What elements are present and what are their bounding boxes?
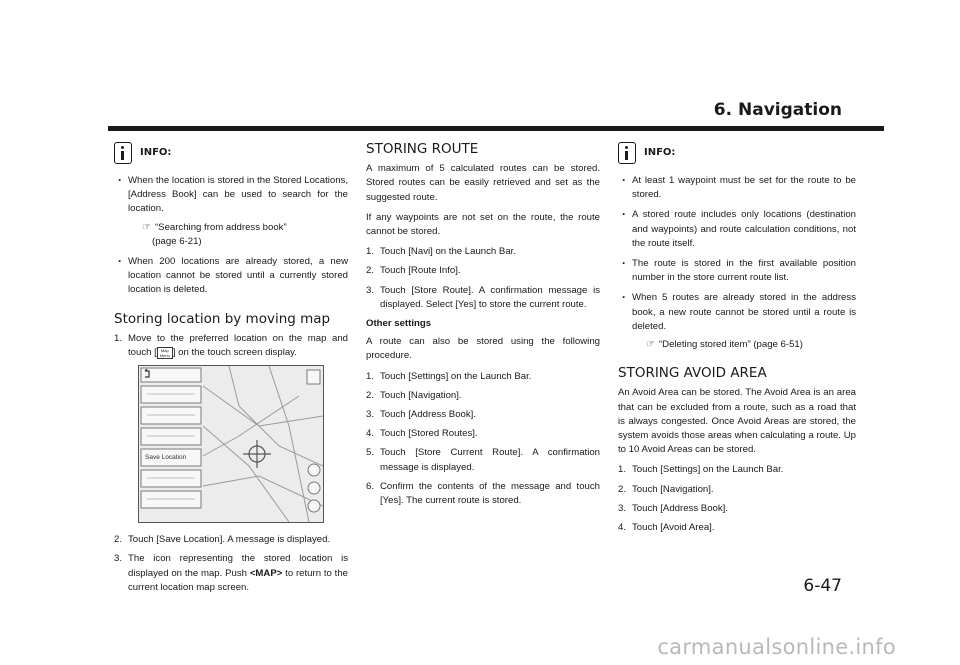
map-menu-key: [157, 347, 173, 359]
section-heading: STORING ROUTE: [366, 141, 479, 157]
info-icon: [114, 142, 132, 164]
step-text: Touch [Store Current Route]. A confirmation message is displayed.: [380, 447, 600, 473]
section-title: 6. Navigation: [713, 100, 842, 120]
step-5: [366, 446, 600, 474]
info-block-1: [114, 142, 348, 164]
header-rule: [108, 126, 884, 131]
step-number: 2.: [618, 483, 627, 495]
map-menu-key-top: Map: [160, 347, 169, 353]
step-text: Touch [Store Route]. A confirmation message is displayed. Select [Yes] to store the current route.: [380, 284, 600, 310]
step-text: Touch [Settings] on the Launch Bar.: [632, 464, 784, 476]
step-1: [114, 332, 348, 360]
column-2: [366, 142, 600, 513]
step-2: [114, 533, 348, 547]
step-1: [366, 245, 600, 259]
subheading: Other settings: [366, 318, 432, 330]
step-text: Confirm the contents of the message and touch [Yes]. The current route is stored.: [380, 480, 600, 507]
map-key: <MAP>: [249, 567, 283, 579]
step-text-b: to return to the current location map screen.: [128, 567, 348, 593]
step-number: 6.: [366, 480, 375, 492]
step-text: Touch [Address Book].: [632, 502, 728, 514]
step-text-a: Move to the preferred location on the map and touch [: [128, 332, 348, 359]
map-screen-graphic: [139, 366, 323, 522]
step-4: [618, 521, 856, 535]
subsection-heading: Storing location by moving map: [114, 310, 331, 327]
info-bullet-4: . When 5 routes are already stored in the address book, a new route cannot be stored until a route is deleted.: [618, 291, 856, 334]
step-text: Touch [Address Book].: [380, 409, 476, 421]
info-icon: [618, 142, 636, 164]
step-text: Touch [Avoid Area].: [632, 522, 715, 534]
step-number: 1.: [114, 332, 123, 344]
cross-reference-text: “Deleting stored item” (page 6-51): [658, 339, 803, 351]
step-1: [366, 370, 600, 384]
info-label: INFO:: [644, 146, 676, 158]
info-bullet-1: . At least 1 waypoint must be set for the route to be stored.: [618, 174, 856, 202]
paragraph: An Avoid Area can be stored. The Avoid Area is an area that can be excluded from a route, such as a road that is always congested. Once Avoid Areas are stored, the system avoids those areas when calculating a route. Up to 10 Avoid Areas can be stored.: [618, 387, 856, 456]
step-3: [618, 502, 856, 516]
paragraph: A route can also be stored using the following procedure.: [366, 336, 600, 362]
step-number: 3.: [366, 284, 375, 296]
step-number: 1.: [618, 464, 627, 476]
step-text: Touch [Navi] on the Launch Bar.: [380, 246, 516, 258]
step-3: [366, 408, 600, 422]
info-block-2: [618, 142, 856, 164]
step-text: Touch [Route Info].: [380, 265, 461, 277]
cross-reference-page: (page 6-21): [152, 235, 202, 247]
step-number: 3.: [114, 553, 123, 565]
paragraph: If any waypoints are not set on the route, the route cannot be stored.: [366, 211, 600, 238]
step-2: [366, 389, 600, 403]
info-bullet-2: . A stored route includes only locations (destination and waypoints) and route calculation conditions, not the route itself.: [618, 208, 856, 251]
step-text-b: ] on the touch screen display.: [172, 347, 297, 359]
paragraph: A maximum of 5 calculated routes can be stored. Stored routes can be easily retrieved and set as the suggested route.: [366, 163, 600, 203]
step-3: [366, 284, 600, 312]
cross-reference-text: “Searching from address book”: [154, 221, 287, 233]
page-number: 6-47: [803, 576, 842, 596]
step-text: Touch [Navigation].: [632, 483, 714, 495]
section-heading: STORING AVOID AREA: [618, 365, 767, 382]
step-3: [114, 552, 348, 595]
info-label: INFO:: [140, 146, 172, 158]
step-number: 2.: [114, 534, 123, 546]
column-3: [618, 142, 856, 540]
step-text: Touch [Save Location]. A message is displayed.: [128, 534, 331, 546]
step-text-a: The icon representing the stored location is displayed on the map. Push: [128, 553, 348, 579]
step-number: 1.: [366, 246, 375, 258]
watermark: carmanualsonline.info: [657, 635, 896, 659]
cross-reference[interactable]: [114, 221, 348, 235]
step-number: 5.: [366, 447, 375, 459]
step-2: [366, 264, 600, 278]
step-number: 3.: [366, 409, 375, 421]
cross-reference[interactable]: [618, 338, 856, 352]
map-menu-key-bottom: Menu: [159, 352, 170, 358]
step-number: 1.: [366, 370, 375, 382]
step-4: [366, 427, 600, 441]
step-text: Touch [Settings] on the Launch Bar.: [380, 370, 532, 382]
step-number: 3.: [618, 502, 627, 514]
step-6: [366, 480, 600, 508]
step-number: 2.: [366, 265, 375, 277]
info-bullet-1: . When the location is stored in the Stored Locations, [Address Book] can be used to search for the location.: [114, 174, 348, 217]
info-bullet-3: . The route is stored in the first available position number in the store current route list.: [618, 257, 856, 285]
step-2: [618, 483, 856, 497]
pointing-hand-icon: ☞: [646, 339, 655, 351]
step-text: Touch [Stored Routes].: [380, 428, 478, 440]
pointing-hand-icon: ☞: [142, 221, 151, 233]
step-number: 2.: [366, 389, 375, 401]
column-1: [114, 142, 348, 600]
step-number: 4.: [618, 522, 627, 534]
screen-illustration: [138, 365, 324, 523]
step-1: [618, 463, 856, 477]
info-bullet-2: . When 200 locations are already stored, a new location cannot be stored until a currently stored location is deleted.: [114, 255, 348, 298]
save-location-button[interactable]: Save Location: [145, 454, 187, 462]
step-number: 4.: [366, 428, 375, 440]
step-text: Touch [Navigation].: [380, 389, 462, 401]
